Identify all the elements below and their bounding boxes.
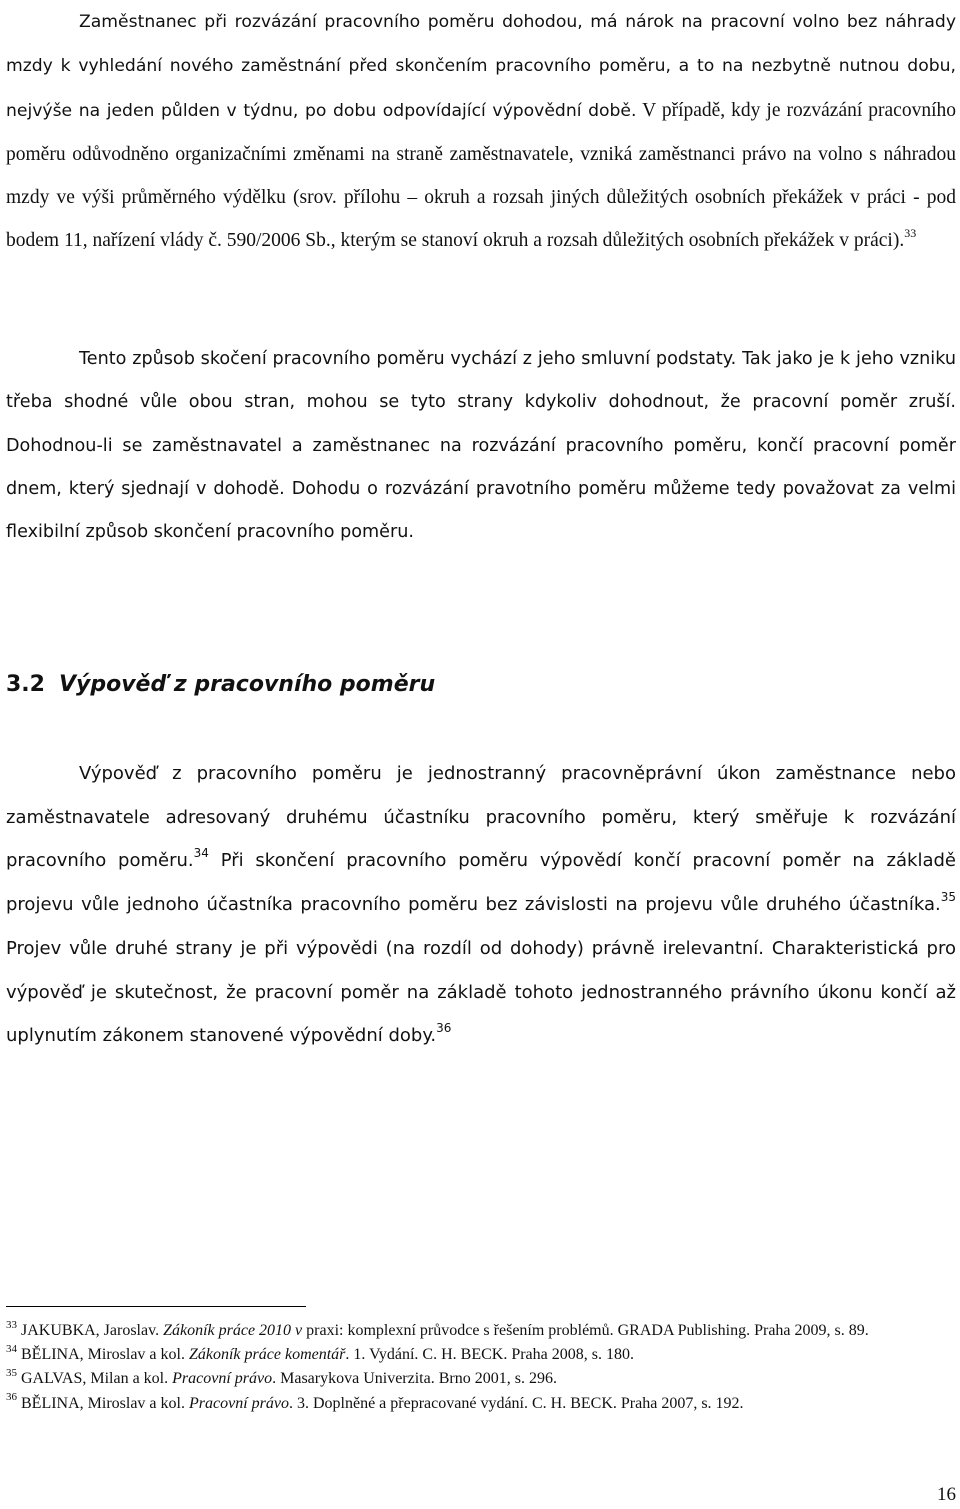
- footnote-author: JAKUBKA, Jaroslav.: [21, 1322, 164, 1339]
- paragraph-3-text-a: Výpověď z pracovního poměru je jednostranný pracovněprávní úkon zaměstnance nebo zaměstnavatele adresovaný druhému účastníku pracovního poměru, který směřuje k rozvázání pracovního poměru.: [6, 763, 956, 872]
- footnote-title: Zákoník práce komentář: [188, 1346, 346, 1364]
- footnote-number: 33: [6, 1318, 17, 1331]
- footnote-author: BĚLINA, Miroslav a kol.: [21, 1346, 189, 1364]
- footnote-title: Zákoník práce 2010 v: [163, 1322, 303, 1339]
- section-title: Výpověď z pracovního poměru: [58, 672, 436, 697]
- footnote-title: Pracovní právo: [172, 1370, 273, 1388]
- footnote-separator: [6, 1306, 306, 1307]
- footnote-author: BĚLINA, Miroslav a kol.: [21, 1394, 189, 1412]
- page-number: 16: [937, 1484, 956, 1505]
- paragraph-3: [6, 752, 956, 1058]
- footnote-ref-33: 33: [904, 225, 917, 240]
- footnote-ref-34: 34: [193, 846, 209, 861]
- footnote-34: [6, 1343, 956, 1367]
- footnote-details: . 1. Vydání. C. H. BECK. Praha 2008, s. 180.: [345, 1346, 634, 1364]
- paragraph-2: [6, 338, 956, 554]
- footnote-ref-35: 35: [940, 890, 956, 905]
- footnote-title: Pracovní právo: [188, 1394, 289, 1412]
- footnote-36: [6, 1392, 956, 1416]
- paragraph-2-text: Tento způsob skočení pracovního poměru vychází z jeho smluvní podstaty. Tak jako je k jeho vzniku třeba shodné vůle obou stran, mohou se tyto strany kdykoliv dohodnout, že pracovní poměr zruší. Dohodnou-li se zaměstnavatel a zaměstnanec na rozvázání pracovního poměru, končí pracovní poměr dnem, který sjednají v dohodě. Dohodu o rozvázání pravotního poměru můžeme tedy považovat za velmi flexibilní způsob skončení pracovního poměru.: [6, 349, 956, 543]
- footnote-33: [6, 1319, 956, 1343]
- footnotes: [6, 1319, 956, 1416]
- paragraph-3-text-b: Při skončení pracovního poměru výpovědí končí pracovní poměr na základě projevu vůle jednoho účastníka pracovního poměru bez závislosti na projevu vůle druhého účastníka.: [6, 850, 956, 916]
- footnote-number: 36: [6, 1391, 17, 1404]
- paragraph-3-text-c: Projev vůle druhé strany je při výpovědi (na rozdíl od dohody) právně irelevantní. Charakteristická pro výpověď je skutečnost, že pracovní poměr na základě tohoto jednostranného právního úkonu končí až uplynutím zákonem stanovené výpovědní doby.: [6, 937, 956, 1047]
- footnote-author: GALVAS, Milan a kol.: [21, 1370, 173, 1388]
- paragraph-1-serif-text: V případě, kdy je rozvázání pracovního poměru odůvodněno organizačními změnami na straně zaměstnavatele, vzniká zaměstnanci právo na volno s náhradou mzdy ve výši průměrného výdělku (srov. přílohu – okruh a rozsah jiných důležitých osobních překážek v práci - pod bodem 11, nařízení vlády č. 590/2006 Sb., kterým se stanoví okruh a rozsah důležitých osobních překážek v práci).: [6, 99, 956, 252]
- footnote-35: [6, 1367, 956, 1391]
- footnote-ref-36: 36: [436, 1021, 452, 1036]
- footnote-number: 34: [6, 1342, 17, 1355]
- footnote-number: 35: [6, 1367, 17, 1380]
- paragraph-1-sans-text: Zaměstnanec při rozvázání pracovního poměru dohodou, má nárok na pracovní volno bez náhrady mzdy k vyhledání nového zaměstnání před skončením pracovního poměru, a to na nezbytně nutnou dobu, nejvýše na jeden půlden v týdnu, po dobu odpovídající výpovědní době.: [6, 12, 956, 121]
- footnote-details: . Masarykova Univerzita. Brno 2001, s. 296.: [272, 1370, 557, 1388]
- footnote-details: praxi: komplexní průvodce s řešením problémů. GRADA Publishing. Praha 2009, s. 89.: [302, 1322, 869, 1339]
- paragraph-1: [6, 0, 956, 263]
- footnote-details: . 3. Doplněné a přepracované vydání. C. H. BECK. Praha 2007, s. 192.: [288, 1394, 744, 1412]
- section-heading: [6, 672, 435, 697]
- section-number: 3.2: [6, 672, 45, 697]
